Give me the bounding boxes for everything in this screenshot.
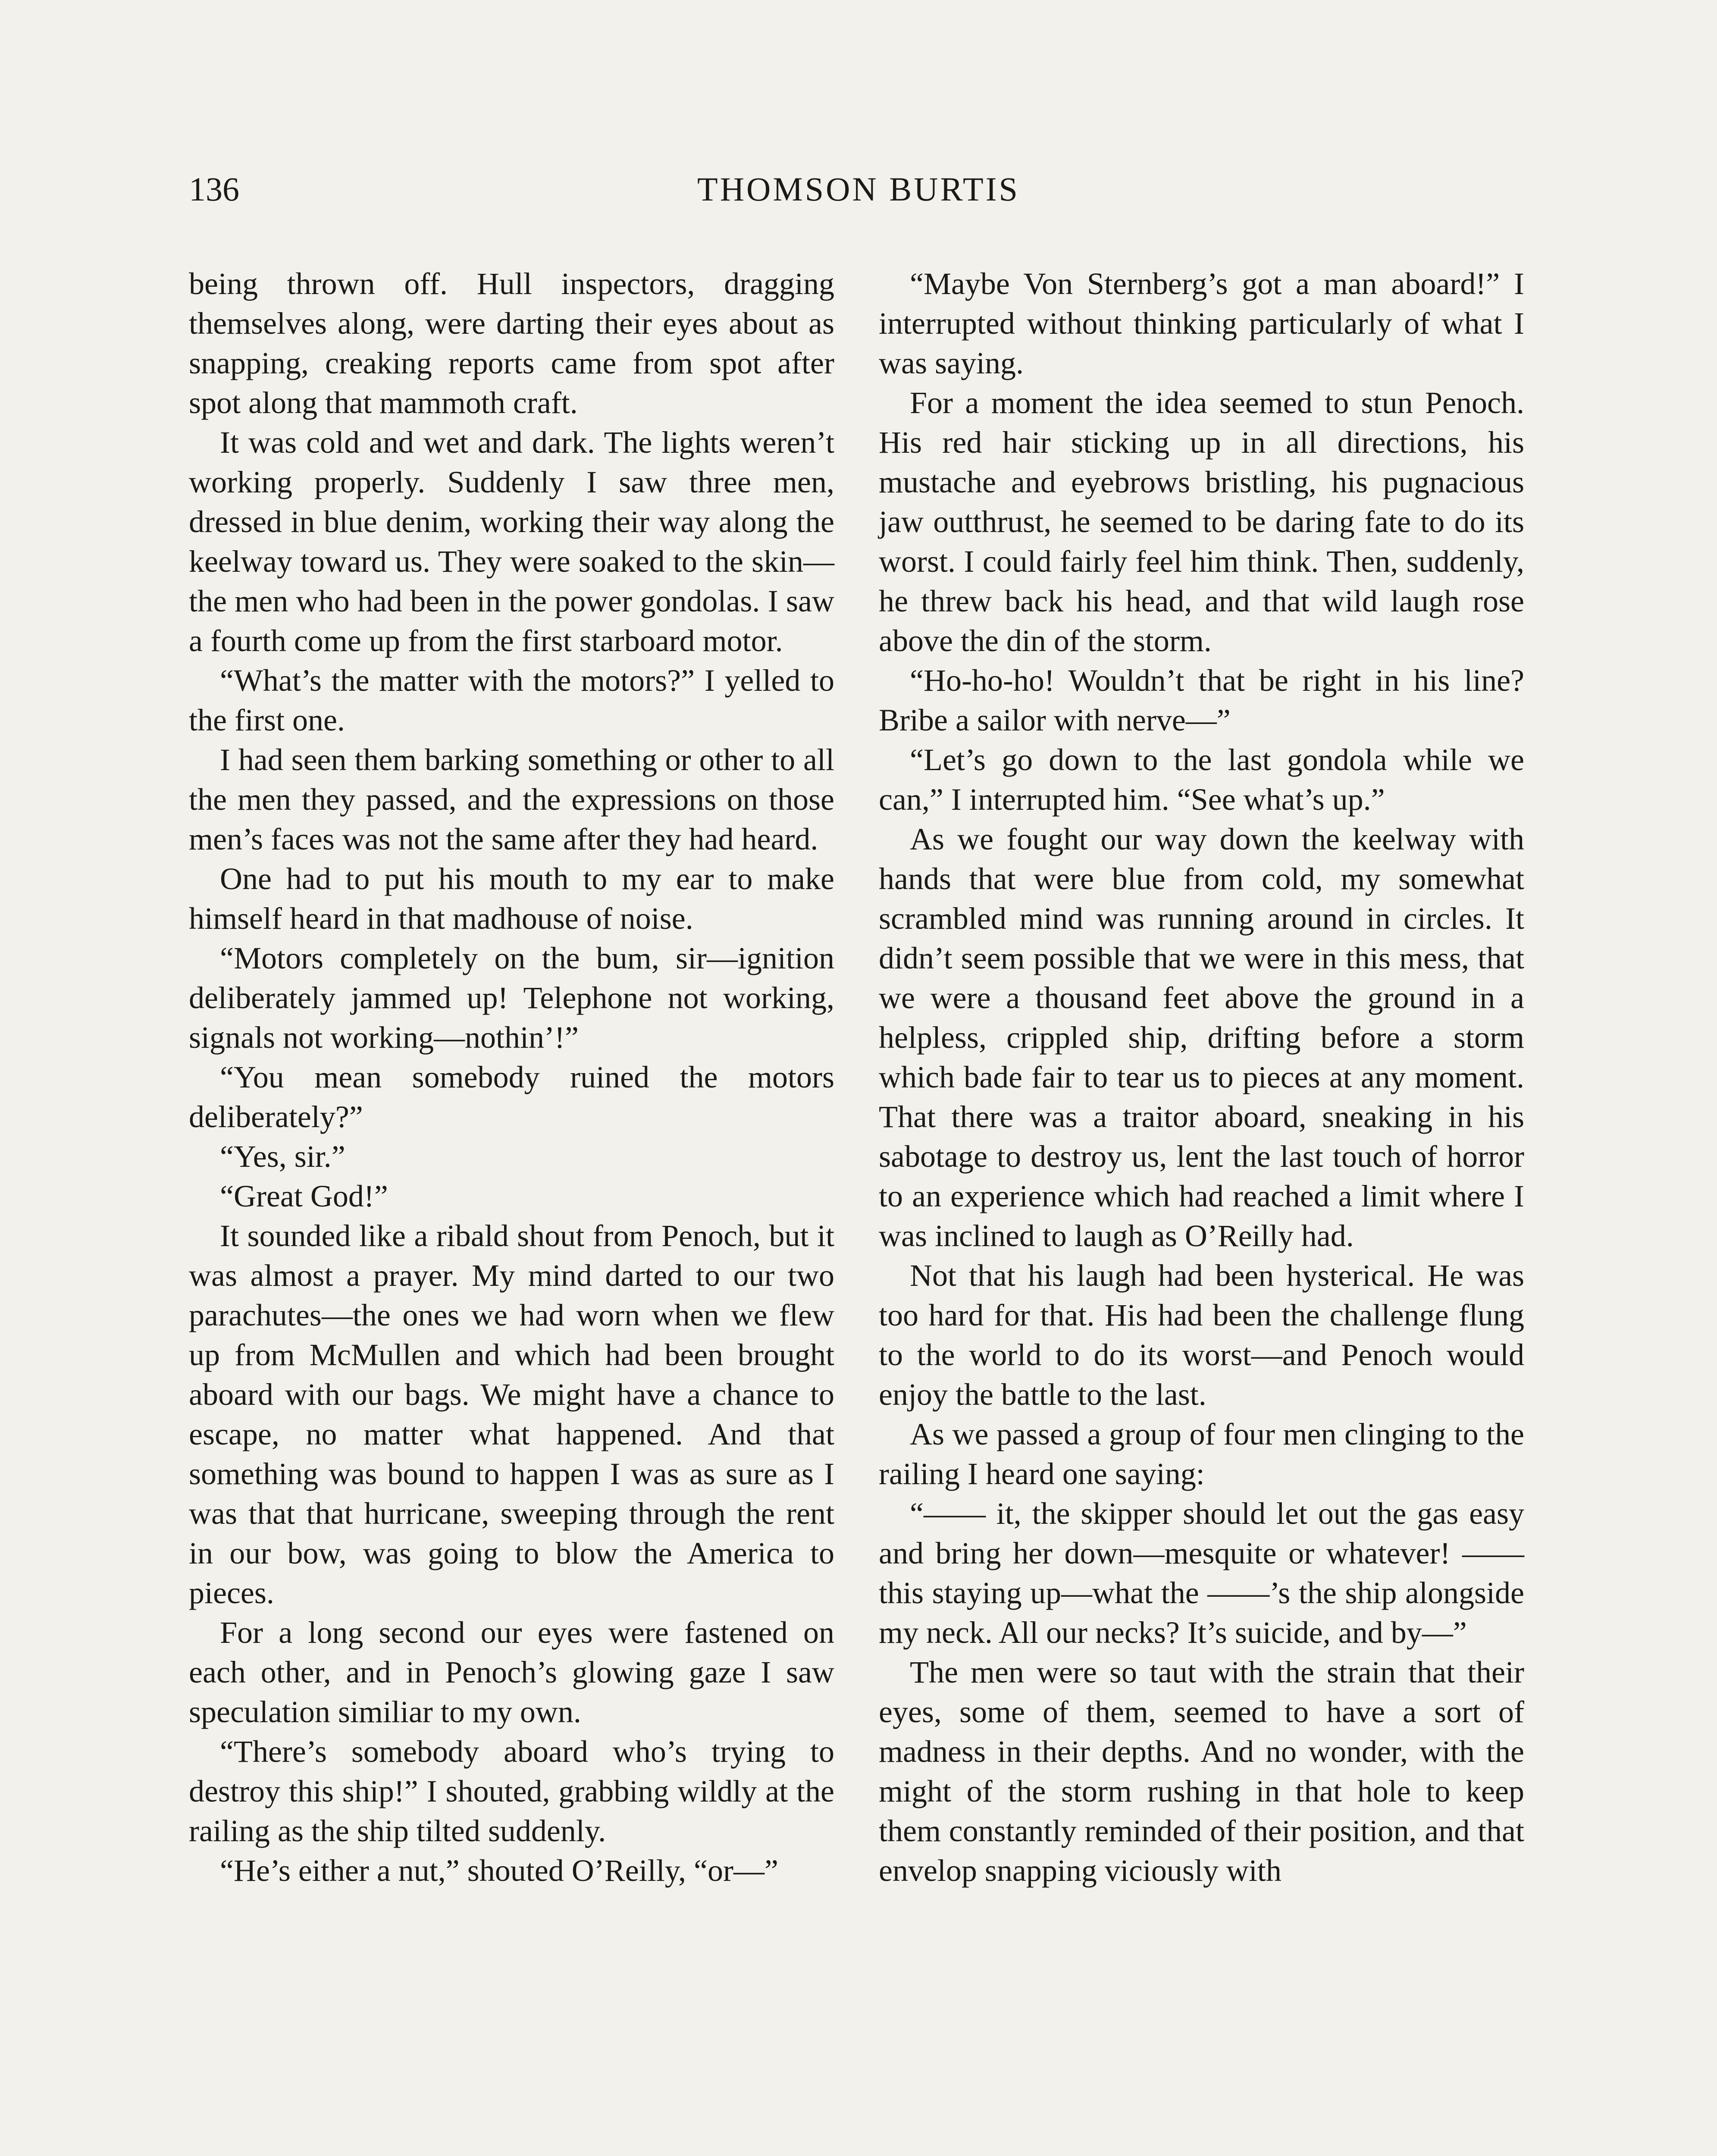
paragraph: “Let’s go down to the last gondola while we can,” I interrupted him. “See what’s up.”: [879, 743, 1524, 817]
paragraph: “Yes, sir.”: [220, 1139, 345, 1174]
paragraph: Not that his laugh had been hysterical. He was too hard for that. His had been the challenge flung to the world to do its worst—and Penoch would enjoy the battle to the last.: [879, 1258, 1524, 1412]
paragraph: It was cold and wet and dark. The lights weren’t working properly. Suddenly I saw three men, dressed in blue denim, working their way along the keelway toward us. They were soaked to the skin—the men who had been in the power gondolas. I saw a fourth come up from the first starboard motor.: [189, 425, 834, 658]
paragraph: As we fought our way down the keelway with hands that were blue from cold, my somewhat scrambled mind was running around in circles. It didn’t seem possible that we were in this mess, that we were a thousand feet above the ground in a helpless, crippled ship, drifting before a storm which bade fair to tear us to pieces at any moment. That there was a traitor aboard, sneaking in his sabotage to destroy us, lent the last touch of horror to an experience which had reached a limit where I was inclined to laugh as O’Reilly had.: [879, 822, 1524, 1253]
paragraph: “Great God!”: [220, 1179, 388, 1213]
paragraph: “—— it, the skipper should let out the gas easy and bring her down—mesquite or whatever! —— this staying up—what the ——’s the ship alongside my neck. All our necks? It’s suicide, and by—”: [879, 1496, 1524, 1650]
paragraph: It sounded like a ribald shout from Penoch, but it was almost a prayer. My mind darted to our two parachutes—the ones we had worn when we flew up from McMullen and which had been brought aboard with our bags. We might have a chance to escape, no matter what happened. And that something was bound to happen I was as sure as I was that that hurricane, sweeping through the rent in our bow, was going to blow the America to pieces.: [189, 1219, 834, 1610]
paragraph: being thrown off. Hull inspectors, dragging themselves along, were darting their eyes about as snapping, creaking reports came from spot after spot along that mammoth craft.: [189, 266, 834, 420]
running-head: THOMSON BURTIS: [697, 170, 1020, 208]
paragraph: “He’s either a nut,” shouted O’Reilly, “or—”: [220, 1853, 778, 1888]
paragraph: “Motors completely on the bum, sir—ignition deliberately jammed up! Telephone not working, signals not working—nothin’!”: [189, 941, 834, 1055]
paragraph: As we passed a group of four men clinging to the railing I heard one saying:: [879, 1417, 1524, 1491]
paragraph: “Maybe Von Sternberg’s got a man aboard!” I interrupted without thinking particularly of what I was saying.: [879, 266, 1524, 380]
paragraph: “Ho-ho-ho! Wouldn’t that be right in his line? Bribe a sailor with nerve—”: [879, 663, 1524, 737]
paragraph: I had seen them barking something or other to all the men they passed, and the expressions on those men’s faces was not the same after they had heard.: [189, 743, 834, 856]
paragraph: “There’s somebody aboard who’s trying to destroy this ship!” I shouted, grabbing wildly at the railing as the ship tilted suddenly.: [189, 1734, 834, 1848]
paragraph: For a long second our eyes were fastened on each other, and in Penoch’s glowing gaze I saw speculation similiar to my own.: [189, 1615, 834, 1729]
left-column: [189, 264, 834, 1890]
paragraph: For a moment the idea seemed to stun Penoch. His red hair sticking up in all directions, his mustache and eyebrows bristling, his pugnacious jaw outthrust, he seemed to be daring fate to do its worst. I could fairly feel him think. Then, suddenly, he threw back his head, and that wild laugh rose above the din of the storm.: [879, 385, 1524, 658]
paragraph: “What’s the matter with the motors?” I yelled to the first one.: [189, 663, 834, 737]
paragraph: “You mean somebody ruined the motors deliberately?”: [189, 1060, 834, 1134]
paragraph: One had to put his mouth to my ear to make himself heard in that madhouse of noise.: [189, 862, 834, 936]
paragraph: The men were so taut with the strain that their eyes, some of them, seemed to have a sort of madness in their depths. And no wonder, with the might of the storm rushing in that hole to keep them constantly reminded of their position, and that envelop snapping viciously with: [879, 1655, 1524, 1888]
right-column: [879, 264, 1524, 1890]
page-number: 136: [189, 170, 239, 208]
